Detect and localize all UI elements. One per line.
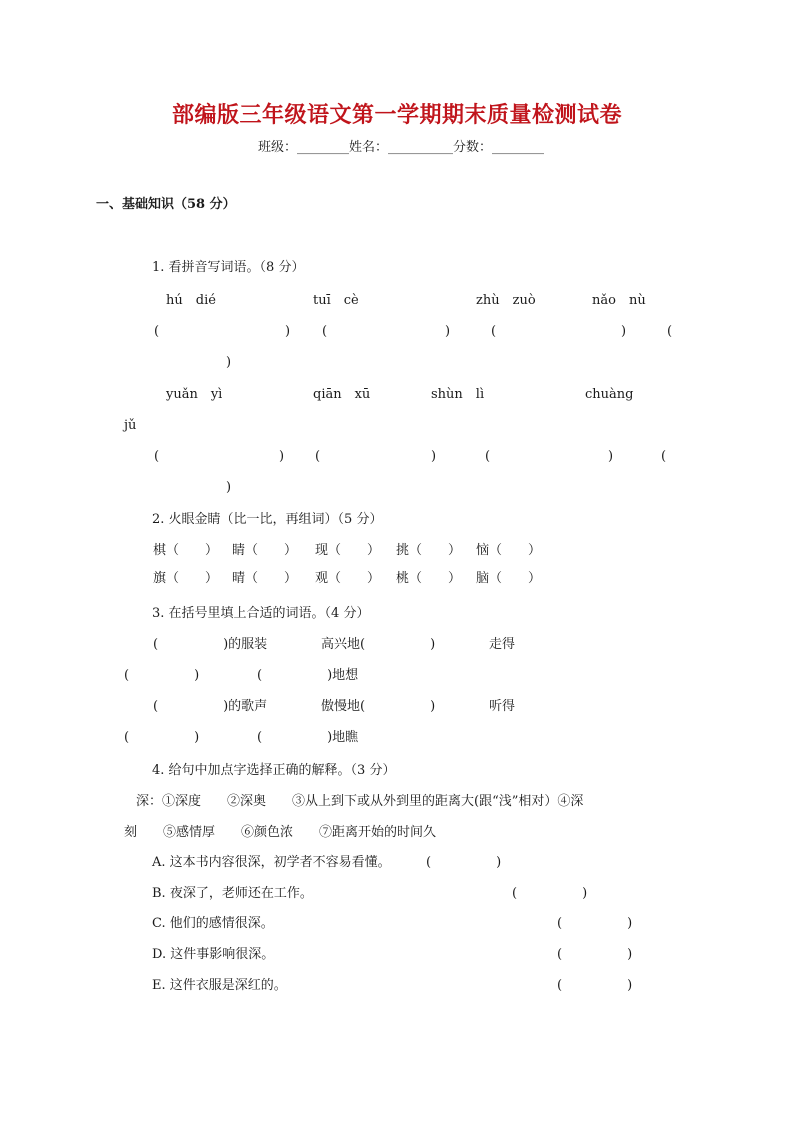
pinyin: nǎo nù [592,293,646,308]
sentence-item: B. 夜深了，老师还在工作。 [152,886,313,901]
definition-list: 刻 ⑤感情厚 ⑥颜色浓 ⑦距离开始的时间久 [124,825,437,840]
answer-blank[interactable]: ) [226,480,232,495]
sentence-item: C. 他们的感情很深。 [152,916,274,931]
fill-phrase[interactable]: ( )地想 [257,668,359,683]
q4-prompt: 4. 给句中加点字选择正确的解释。（3 分） [152,763,396,778]
answer-blank[interactable]: ( [154,449,160,464]
answer-blank[interactable]: ) [608,449,614,464]
answer-blank[interactable]: ) [279,449,285,464]
answer-blank[interactable]: ) [285,324,291,339]
fill-phrase[interactable]: 高兴地( ) [321,637,436,652]
answer-blank[interactable]: ( [154,324,160,339]
char-compare-item[interactable]: 棋（ ） [153,543,219,558]
answer-blank[interactable]: ( ) [557,978,633,993]
fill-phrase[interactable]: ( )的歌声 [153,699,268,714]
student-info-line: 班级：________姓名：__________分数：________ [258,140,545,155]
pinyin: tuī cè [313,293,359,308]
answer-blank[interactable]: ) [621,324,627,339]
fill-phrase: 走得 [489,637,516,652]
fill-phrase: 听得 [489,699,516,714]
sentence-item: E. 这件衣服是深红的。 [152,978,287,993]
answer-blank[interactable]: ) [431,449,437,464]
char-compare-item[interactable]: 桃（ ） [396,571,462,586]
fill-phrase[interactable]: ( ) [124,730,200,745]
answer-blank[interactable]: ( [315,449,321,464]
fill-phrase[interactable]: ( )地瞧 [257,730,359,745]
answer-blank[interactable]: ( ) [512,886,588,901]
fill-phrase[interactable]: 傲慢地( ) [321,699,436,714]
q2-prompt: 2. 火眼金睛（比一比，再组词）（5 分） [152,512,383,527]
pinyin: zhù zuò [476,293,536,308]
char-compare-item[interactable]: 睛（ ） [232,543,298,558]
fill-phrase[interactable]: ( )的服装 [153,637,268,652]
pinyin: chuàng [585,387,634,402]
char-compare-item[interactable]: 晴（ ） [232,571,298,586]
answer-blank[interactable]: ( [661,449,667,464]
answer-blank[interactable]: ( ) [426,855,502,870]
section-heading: 一、基础知识（58 分） [96,197,236,212]
char-compare-item[interactable]: 现（ ） [315,543,381,558]
char-compare-item[interactable]: 旗（ ） [153,571,219,586]
answer-blank[interactable]: ) [226,355,232,370]
pinyin: qiān xū [313,387,371,402]
answer-blank[interactable]: ( ) [557,916,633,931]
answer-blank[interactable]: ) [445,324,451,339]
sentence-item: D. 这件事影响很深。 [152,947,275,962]
page-title: 部编版三年级语文第一学期期末质量检测试卷 [171,102,622,128]
sentence-item: A. 这本书内容很深，初学者不容易看懂。 [152,855,391,870]
q1-prompt: 1. 看拼音写词语。（8 分） [152,260,305,275]
definition-list: 深：①深度 ②深奥 ③从上到下或从外到里的距离大(跟“浅”相对）④深 [136,794,584,809]
pinyin: yuǎn yì [166,387,223,402]
answer-blank[interactable]: ( [491,324,497,339]
answer-blank[interactable]: ( ) [557,947,633,962]
char-compare-item[interactable]: 脑（ ） [476,571,542,586]
answer-blank[interactable]: ( [485,449,491,464]
char-compare-item[interactable]: 恼（ ） [476,543,542,558]
pinyin: shùn lì [431,387,485,402]
answer-blank[interactable]: ( [322,324,328,339]
char-compare-item[interactable]: 挑（ ） [396,543,462,558]
q3-prompt: 3. 在括号里填上合适的词语。（4 分） [152,606,370,621]
pinyin: hú dié [166,293,216,308]
pinyin: jǔ [124,418,137,433]
answer-blank[interactable]: ( [667,324,673,339]
char-compare-item[interactable]: 观（ ） [315,571,381,586]
fill-phrase[interactable]: ( ) [124,668,200,683]
